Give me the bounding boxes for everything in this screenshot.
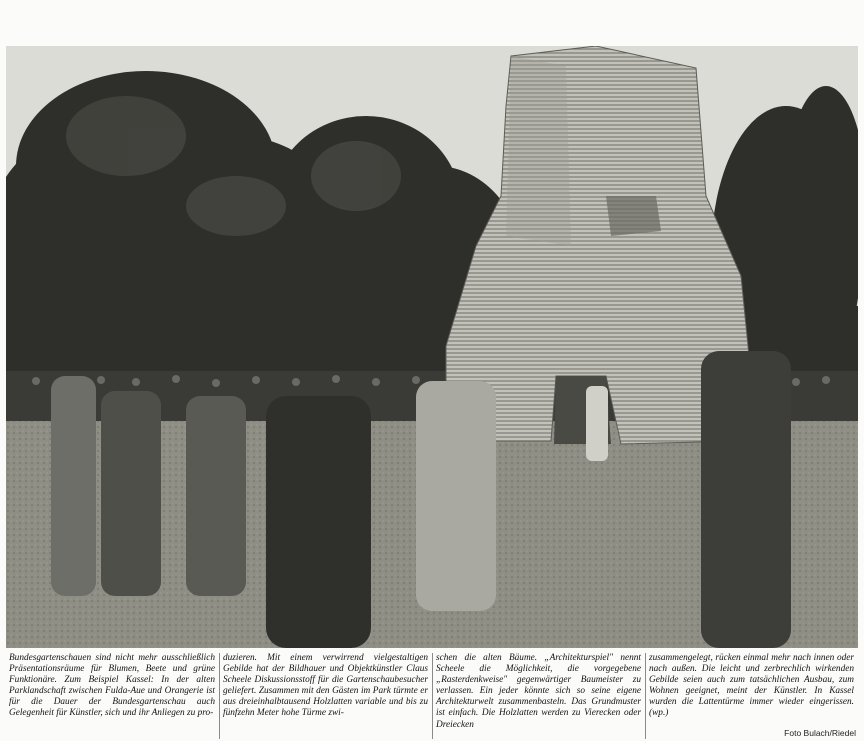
news-photo: [6, 46, 858, 648]
caption-column-4: zusammengelegt, rücken einmal mehr nach innen oder nach außen. Die leicht und zerbrechlich wirkenden Gebilde seien auch zum tatsächlichen Ausbau, zum Wohnen geeignet, meint der Künstler. In Kassel wurden die Lattentürme immer wieder eingerissen. (wp.): [645, 653, 858, 739]
caption-text: [6, 653, 858, 739]
caption-column-1: Bundesgartenschauen sind nicht mehr ausschließlich Präsentationsräume für Blumen, Beete und grüne Funktionäre. Zum Beispiel Kassel: In der alten Parklandschaft zwischen Fulda-Aue und Orangerie ist für die Dauer der Bundesgartenschau auch Gelegenheit für Künstler, sich und ihr Anliegen zu pro-: [9, 653, 215, 719]
photo-credit: Foto Bulach/Riedel: [784, 728, 856, 738]
caption-column-3: schen die alten Bäume. „Architekturspiel" nennt Scheele die Möglichkeit, die vorgegebene „Rasterdenkweise" gegenwärtiger Baumeister zu verlassen. Ein jeder könnte sich so seine eigene Architekturwelt zusammenbasteln. Das Grundmuster ist einfach. Die Holzlatten werden zu Vierecken oder Dreiecken: [432, 653, 645, 739]
caption-column-2: duzieren. Mit einem verwirrend vielgestaltigen Gebilde hat der Bildhauer und Objektkünstler Claus Scheele Diskussionsstoff für die Gartenschaubesucher geliefert. Zusammen mit den Gästen im Park türmte er aus dreieinhalbtausend Holzlatten variable und bis zu fünfzehn Meter hohe Türme zwi-: [219, 653, 432, 739]
